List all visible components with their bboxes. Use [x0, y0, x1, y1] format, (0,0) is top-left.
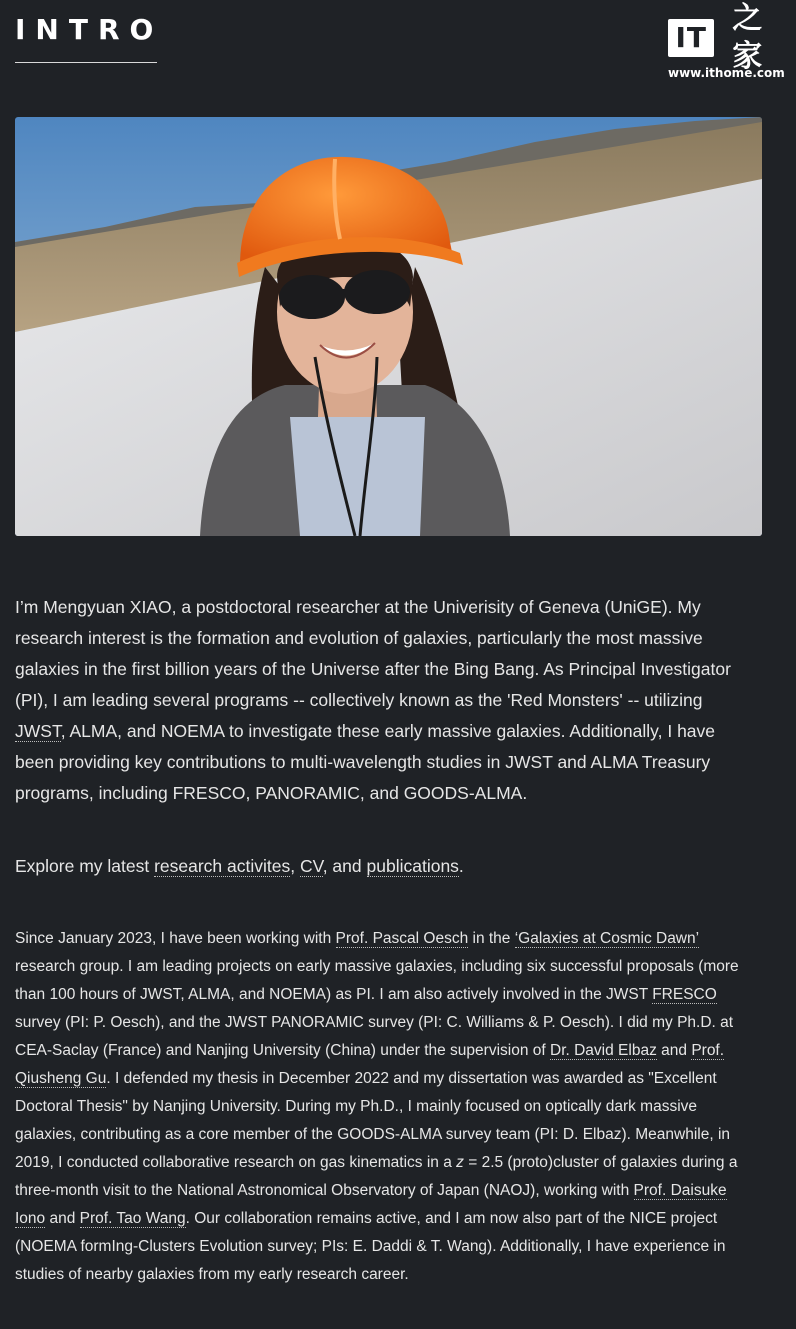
logo-url: www.ithome.com	[668, 66, 785, 80]
david-elbaz-link[interactable]: Dr. David Elbaz	[550, 1042, 657, 1059]
bio-text: in the	[468, 930, 515, 947]
bio-text: and	[656, 1042, 692, 1059]
bio-text: survey (PI: P. Oesch), and the JWST PANORAMIC survey (PI: C. Williams & P. Oesch). I did my Ph.D. at CEA-Saclay (France) and Nanjing University (China) under the supervision of	[15, 1014, 734, 1059]
intro-text-2: , ALMA, and NOEMA to investigate these early massive galaxies. Additionally, I have been providing key contributions to multi-wavelength studies in JWST and ALMA Treasury programs, including FRESCO, PANORAMIC, and GOODS-ALMA.	[15, 721, 716, 803]
pascal-oesch-link[interactable]: Prof. Pascal Oesch	[335, 930, 469, 947]
explore-prefix: Explore my latest	[15, 856, 155, 876]
intro-text-1: I’m Mengyuan XIAO, a postdoctoral researcher at the Univerisity of Geneva (UniGE). My research interest is the formation and evolution of galaxies, particularly the most massive galaxies in the first billion years of the Universe after the Bing Bang. As Principal Investigator (PI), I am leading several programs -- collectively known as the 'Red Monsters' -- utilizing	[15, 597, 731, 710]
title-underline	[15, 62, 157, 63]
explore-suffix: .	[458, 856, 464, 876]
publications-link[interactable]: publications	[366, 856, 459, 876]
page-title: INTRO	[15, 13, 164, 46]
research-activities-link[interactable]: research activites	[154, 856, 291, 876]
bio-text: and	[45, 1210, 80, 1227]
cv-link[interactable]: CV	[299, 856, 323, 876]
bio-text: . Our collaboration remains active, and I am now also part of the NICE project (NOEMA formIng-Clusters Evolution survey; PIs: E. Daddi & T. Wang). Additionally, I have experience in studies of nearby galaxies from my early research career.	[15, 1210, 726, 1283]
logo-it-mark: IT	[668, 19, 714, 57]
jwst-link[interactable]: JWST	[15, 721, 61, 741]
logo-glyph: 之家	[732, 1, 763, 74]
ithome-watermark	[668, 1, 785, 82]
research-group-link[interactable]: ‘Galaxies at Cosmic Dawn’	[514, 930, 699, 947]
bio-text: Since January 2023, I have been working with	[15, 930, 336, 947]
bio-text: . I defended my thesis in December 2022 and my dissertation was awarded as "Excellent Doctoral Thesis" by Nanjing University. During my Ph.D., I mainly focused on optically dark massive galaxies, contributing as a core member of the GOODS-ALMA survey team (PI: D. Elbaz). Meanwhile, in 2019, I conducted collaborative research on gas kinematics in a	[15, 1070, 731, 1171]
explore-sep-1: ,	[290, 856, 300, 876]
daisuke-iono-link[interactable]: Prof. Daisuke Iono	[15, 1182, 727, 1227]
fresco-link[interactable]: FRESCO	[652, 986, 717, 1003]
qiusheng-gu-link[interactable]: Prof. Qiusheng Gu	[15, 1042, 725, 1087]
intro-header	[15, 12, 164, 63]
bio-text: research group. I am leading projects on early massive galaxies, including six successful proposals (more than 100 hours of JWST, ALMA, and NOEMA) as PI. I am also actively involved in the JWST	[15, 958, 739, 1003]
explore-sep-2: , and	[322, 856, 367, 876]
bio-text: = 2.5 (proto)cluster of galaxies during a three-month visit to the National Astronomical Observatory of Japan (NAOJ), working with	[15, 1154, 738, 1199]
tao-wang-link[interactable]: Prof. Tao Wang	[79, 1210, 186, 1227]
profile-photo	[15, 117, 762, 536]
bio-paragraph	[15, 925, 760, 1289]
redshift-symbol: z	[456, 1154, 464, 1171]
explore-paragraph	[15, 852, 755, 880]
intro-paragraph	[15, 592, 755, 809]
